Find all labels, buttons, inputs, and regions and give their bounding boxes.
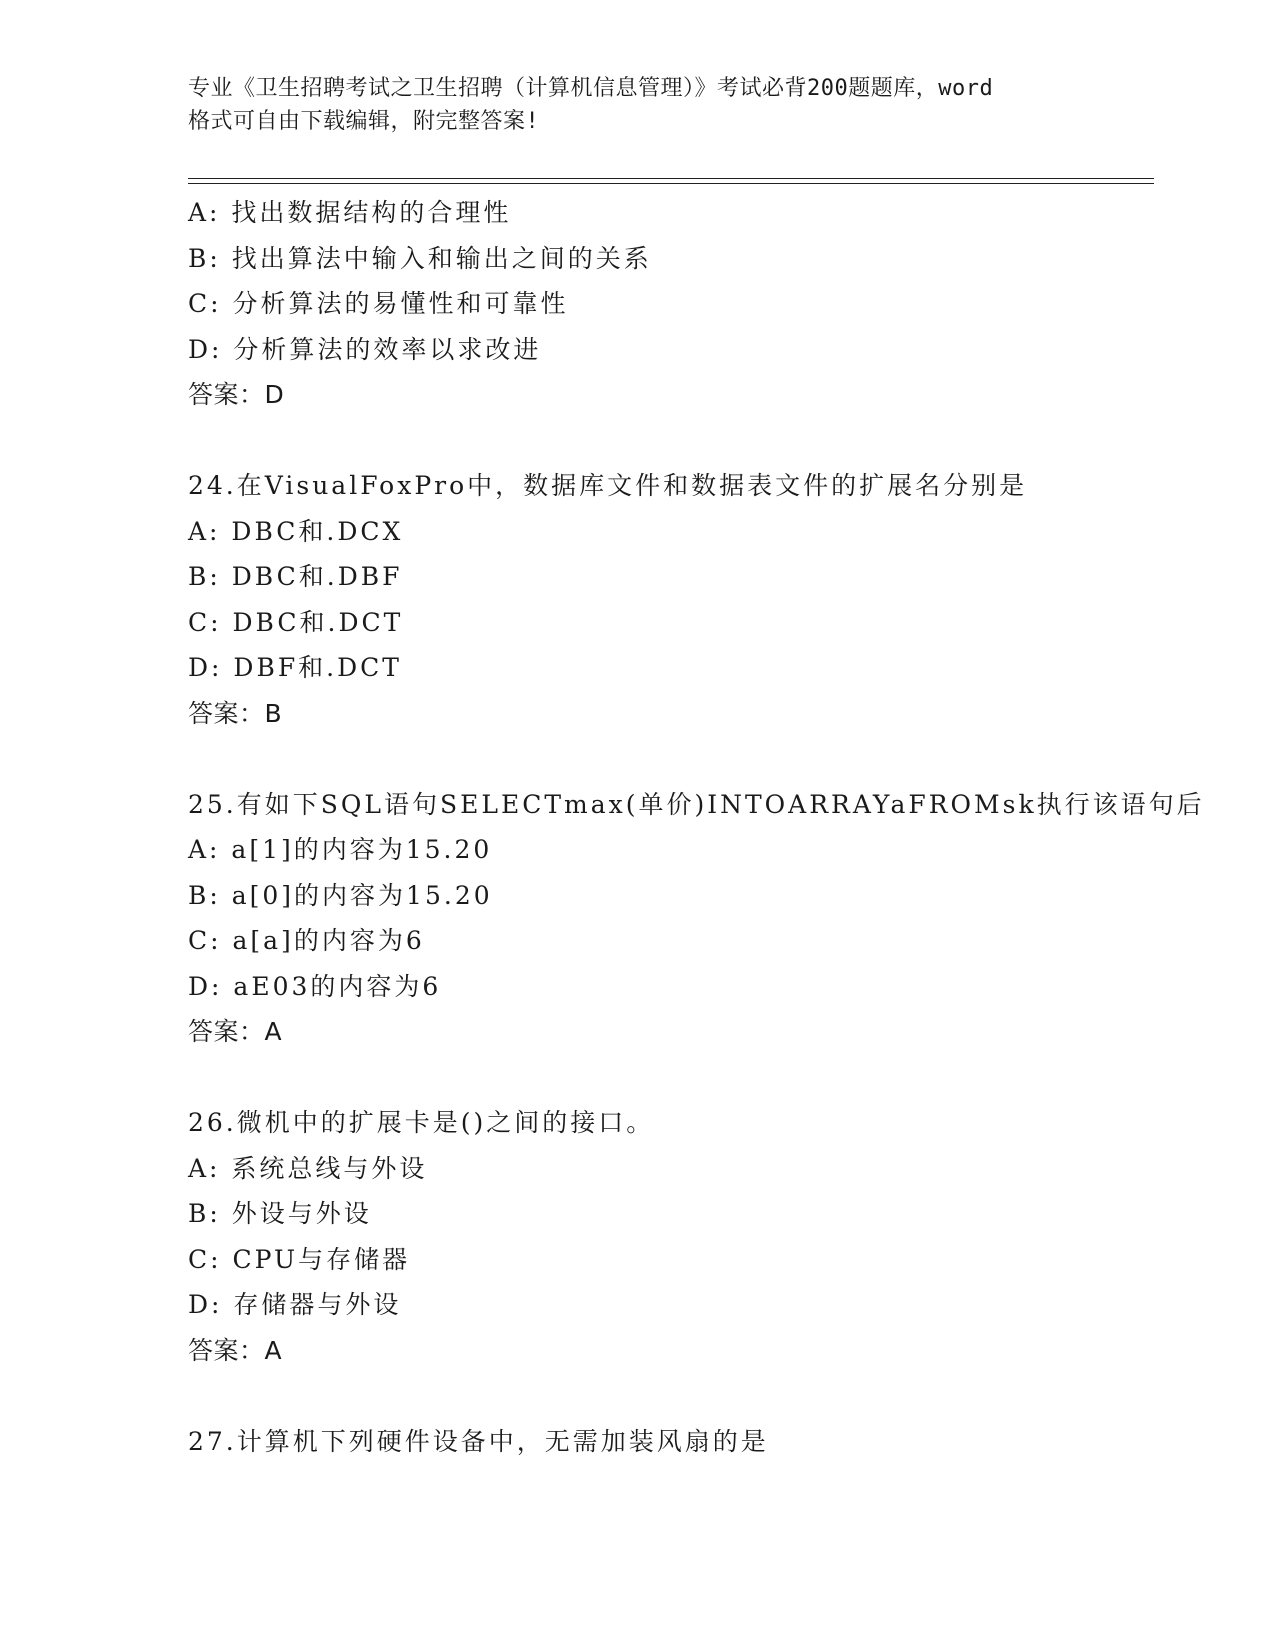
option-a: A: a[1]的内容为15.20 — [188, 835, 493, 864]
option-b: B: 找出算法中输入和输出之间的关系 — [188, 243, 652, 273]
option-c: C: DBC和.DCT — [188, 607, 404, 637]
option-c: C: 分析算法的易懂性和可靠性 — [188, 289, 569, 318]
question-block — [188, 782, 1205, 1055]
option-d: D: DBF和.DCT — [188, 653, 402, 682]
question-block — [188, 190, 1148, 418]
option-c: C: CPU与存储器 — [188, 1244, 411, 1274]
question-block — [188, 463, 1148, 736]
option-b: B: 外设与外设 — [188, 1199, 372, 1228]
answer-line: 答案：B — [188, 698, 283, 728]
option-b: B: DBC和.DBF — [188, 562, 403, 591]
answer-line: 答案：D — [188, 380, 285, 409]
option-a: A: DBC和.DCX — [188, 516, 404, 546]
question-text: 26.微机中的扩展卡是()之间的接口。 — [188, 1108, 655, 1137]
option-a: A: 找出数据结构的合理性 — [188, 198, 512, 227]
answer-line: 答案：A — [188, 1017, 283, 1046]
question-text: 24.在VisualFoxPro中，数据库文件和数据表文件的扩展名分别是 — [188, 471, 1028, 500]
option-d: D: 存储器与外设 — [188, 1290, 402, 1319]
option-d: D: aE03的内容为6 — [188, 971, 442, 1001]
option-c: C: a[a]的内容为6 — [188, 926, 425, 955]
spacer — [188, 1055, 1148, 1101]
header-line-2: 格式可自由下载编辑，附完整答案! — [188, 109, 540, 134]
option-b: B: a[0]的内容为15.20 — [188, 880, 493, 910]
header-divider-top — [188, 178, 1154, 179]
question-list — [188, 190, 1205, 1464]
question-block — [188, 1100, 1148, 1373]
question-block — [188, 1419, 1148, 1465]
spacer — [188, 736, 1148, 782]
question-text: 25.有如下SQL语句SELECTmax(单价)INTOARRAYaFROMsk执行该语句后 — [188, 789, 1205, 819]
option-d: D: 分析算法的效率以求改进 — [188, 334, 542, 364]
spacer — [188, 418, 1148, 464]
answer-line: 答案：A — [188, 1335, 283, 1365]
header-line-1: 专业《卫生招聘考试之卫生招聘（计算机信息管理）》考试必背200题题库，word — [188, 76, 994, 101]
header-divider-bottom — [188, 183, 1154, 184]
document-header — [188, 72, 1088, 138]
spacer — [188, 1373, 1148, 1419]
option-a: A: 系统总线与外设 — [188, 1153, 428, 1183]
question-text: 27.计算机下列硬件设备中，无需加装风扇的是 — [188, 1426, 769, 1456]
